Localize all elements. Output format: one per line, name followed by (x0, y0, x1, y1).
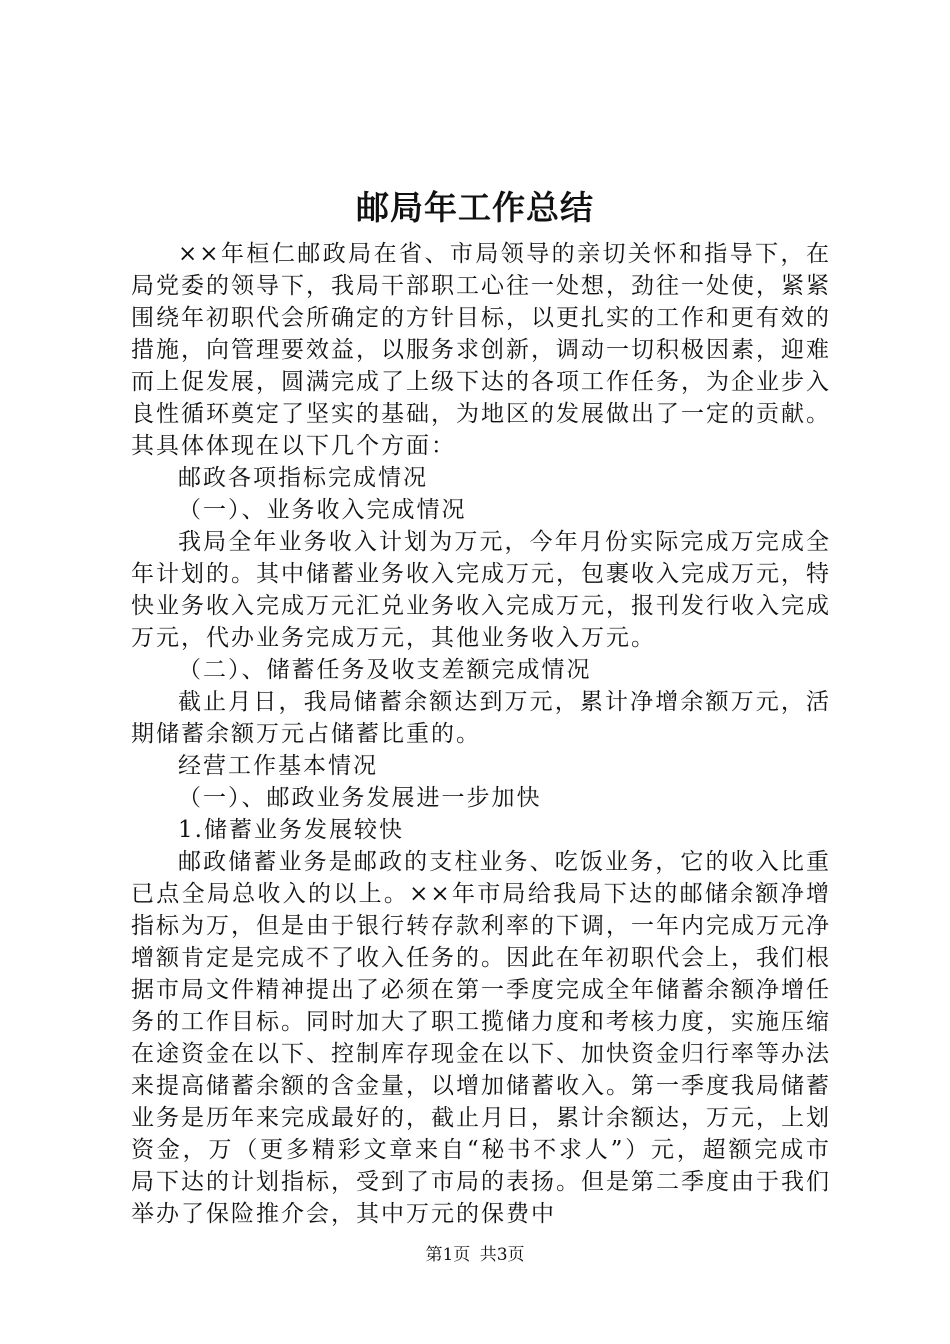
item-heading: 1.储蓄业务发展较快 (178, 817, 404, 843)
document-body (131, 238, 831, 1230)
paragraph-intro: ××年桓仁邮政局在省、市局领导的亲切关怀和指导下，在局党委的领导下，我局干部职工心往一处想，劲往一处使，紧紧围绕年初职代会所确定的方针目标，以更扎实的工作和更有效的措施，向管理要效益，以服务求创新，调动一切积极因素，迎难而上促发展，圆满完成了上级下达的各项工作任务，为企业步入良性循环奠定了坚实的基础，为地区的发展做出了一定的贡献。其具体体现在以下几个方面： (131, 241, 831, 459)
paragraph: 邮政储蓄业务是邮政的支柱业务、吃饭业务，它的收入比重已点全局总收入的以上。××年市局给我局下达的邮储余额净增指标为万，但是由于银行转存款利率的下调，一年内完成万元净增额肯定是完成不了收入任务的。因此在年初职代会上，我们根据市局文件精神提出了必须在第一季度完成全年储蓄余额净增任务的工作目标。同时加大了职工揽储力度和考核力度，实施压缩在途资金在以下、控制库存现金在以下、加快资金归行率等办法来提高储蓄余额的含金量，以增加储蓄收入。第一季度我局储蓄业务是历年来完成最好的，截止月日，累计余额达，万元，上划资金，万（更多精彩文章来自“秘书不求人”）元，超额完成市局下达的计划指标，受到了市局的表扬。但是第二季度由于我们举办了保险推介会，其中万元的保费中 (131, 849, 831, 1227)
page-footer (0, 1243, 950, 1267)
subsection-heading: （一）、业务收入完成情况 (178, 497, 467, 523)
section-heading: 经营工作基本情况 (178, 753, 378, 779)
subsection-heading: （二）、储蓄任务及收支差额完成情况 (178, 657, 592, 683)
paragraph: 我局全年业务收入计划为万元，今年月份实际完成万完成全年计划的。其中储蓄业务收入完成万元，包裹收入完成万元，特快业务收入完成万元汇兑业务收入完成万元，报刊发行收入完成万元，代办业务完成万元，其他业务收入万元。 (131, 529, 831, 651)
section-heading: 邮政各项指标完成情况 (178, 465, 428, 491)
subsection-heading: （一）、邮政业务发展进一步加快 (178, 785, 542, 811)
document-title: 邮局年工作总结 (356, 188, 594, 227)
paragraph: 截止月日，我局储蓄余额达到万元，累计净增余额万元，活期储蓄余额万元占储蓄比重的。 (131, 689, 831, 747)
page-number: 第1页 (425, 1245, 471, 1265)
page-total: 共3页 (479, 1245, 525, 1265)
